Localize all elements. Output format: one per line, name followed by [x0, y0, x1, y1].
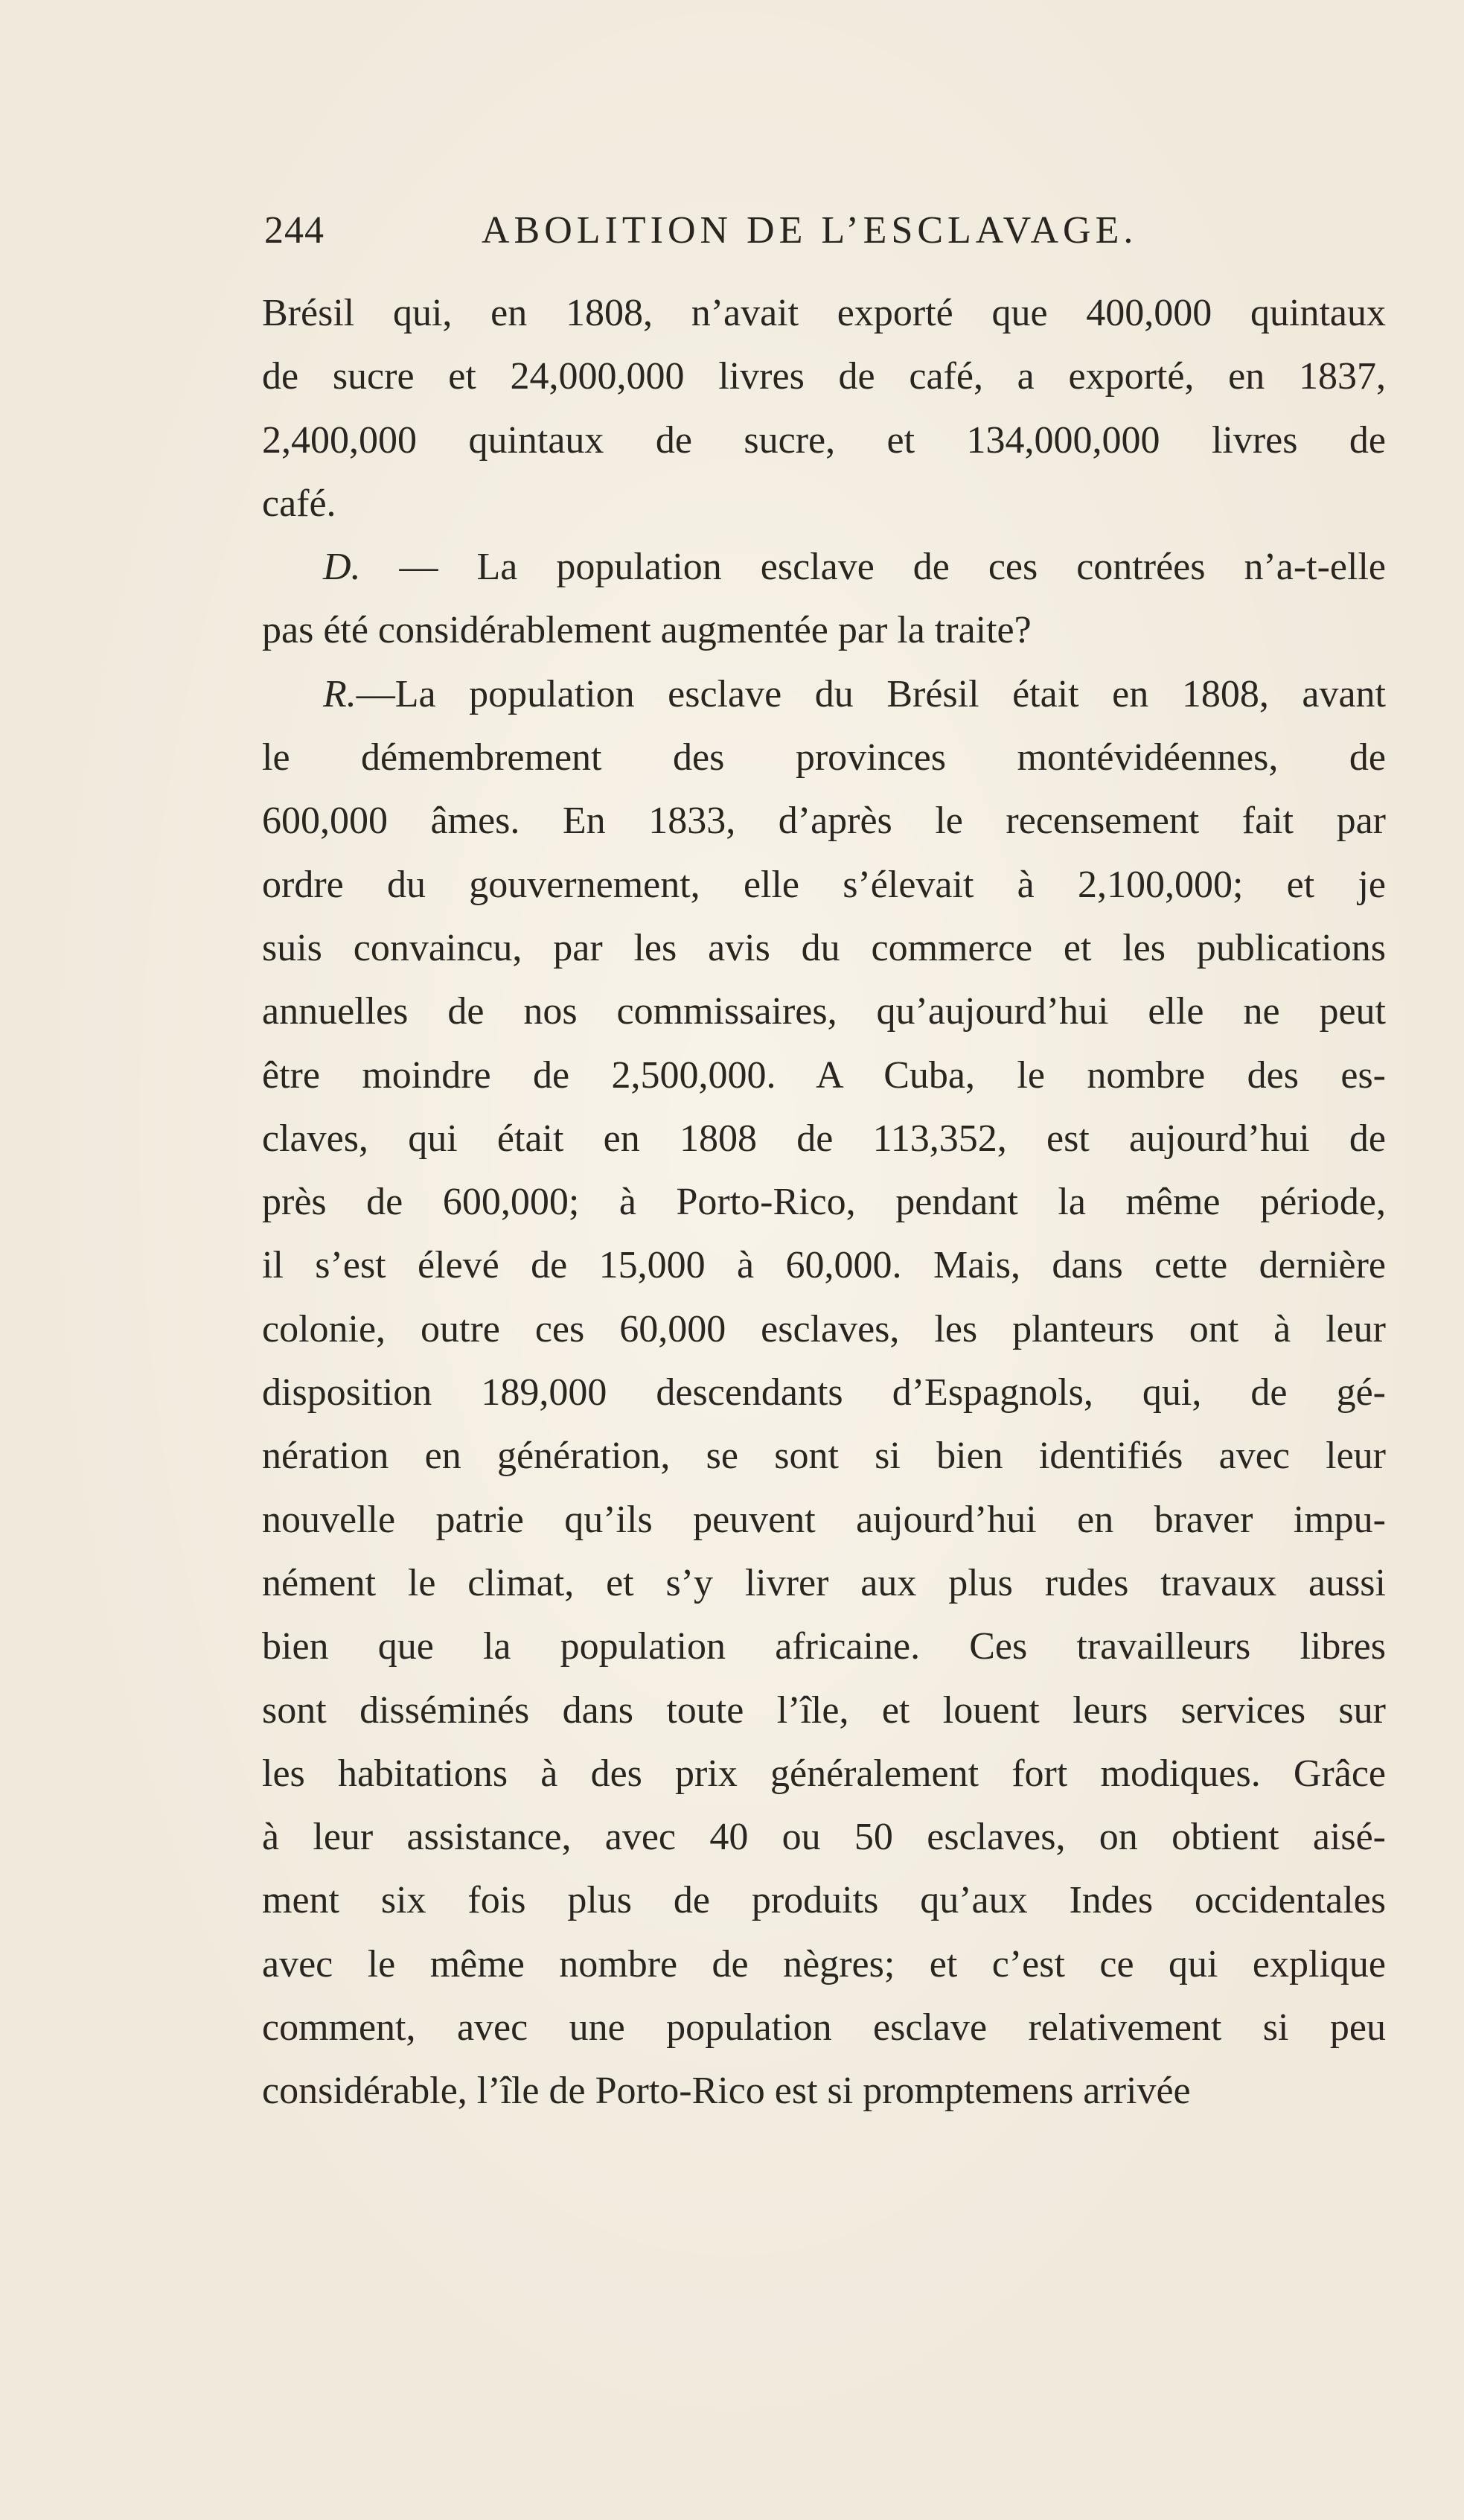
text-line: 2,400,000 quintaux de sucre, et 134,000,000 livres de — [262, 418, 1386, 462]
text-line: colonie, outre ces 60,000 esclaves, les planteurs ont à leur — [262, 1307, 1386, 1350]
text-line: il s’est élevé de 15,000 à 60,000. Mais, dans cette dernière — [262, 1244, 1386, 1287]
text-line: considérable, l’île de Porto-Rico est si promptemens arrivée — [262, 2070, 1191, 2113]
text-line: comment, avec une population esclave relativement si peu — [262, 2006, 1386, 2050]
text-line: les habitations à des prix généralement fort modiques. Grâce — [262, 1752, 1386, 1795]
text-line: nouvelle patrie qu’ils peuvent aujourd’hui en braver impu- — [262, 1498, 1386, 1541]
speaker-label-answer: R. — [323, 672, 357, 715]
text-line: nément le climat, et s’y livrer aux plus rudes travaux aussi — [262, 1561, 1386, 1604]
text-line: pas été considérablement augmentée par la traite? — [262, 609, 1032, 652]
text-line: sont disséminés dans toute l’île, et louent leurs services sur — [262, 1688, 1386, 1732]
text-line: de sucre et 24,000,000 livres de café, a exporté, en 1837, — [262, 355, 1386, 398]
speaker-label-question: D. — [323, 546, 361, 589]
question-text: — La population esclave de ces contrées n’a-t-elle — [360, 546, 1386, 589]
text-line: nération en génération, se sont si bien identifiés avec leur — [262, 1435, 1386, 1478]
page-header — [264, 208, 1209, 268]
answer-line — [262, 663, 1386, 726]
body-text — [262, 281, 1386, 2123]
text-line: claves, qui était en 1808 de 113,352, est aujourd’hui de — [262, 1117, 1386, 1160]
text-line: près de 600,000; à Porto-Rico, pendant la même période, — [262, 1181, 1386, 1224]
text-line: être moindre de 2,500,000. A Cuba, le nombre des es- — [262, 1053, 1386, 1097]
answer-text: —La population esclave du Brésil était en 1808, avant — [356, 672, 1386, 715]
text-line: disposition 189,000 descendants d’Espagnols, qui, de gé- — [262, 1371, 1386, 1414]
text-line: le démembrement des provinces montévidéennes, de — [262, 736, 1386, 779]
text-line: Brésil qui, en 1808, n’avait exporté que 400,000 quintaux — [262, 292, 1386, 334]
text-line: avec le même nombre de nègres; et c’est ce qui explique — [262, 1942, 1386, 1985]
text-line: ordre du gouvernement, elle s’élevait à 2,100,000; et je — [262, 863, 1386, 906]
page-number: 244 — [264, 209, 325, 252]
text-line: ment six fois plus de produits qu’aux Indes occidentales — [262, 1879, 1386, 1922]
running-title: ABOLITION DE L’ESCLAVAGE. — [482, 209, 1138, 252]
text-line: suis convaincu, par les avis du commerce et les publications — [262, 926, 1386, 969]
text-line: bien que la population africaine. Ces travailleurs libres — [262, 1625, 1386, 1668]
text-line: à leur assistance, avec 40 ou 50 esclaves, on obtient aisé- — [262, 1816, 1386, 1859]
question-line — [262, 535, 1386, 599]
text-line: café. — [262, 482, 336, 525]
text-line: annuelles de nos commissaires, qu’aujourd’hui elle ne peut — [262, 990, 1386, 1033]
text-line: 600,000 âmes. En 1833, d’après le recensement fait par — [262, 800, 1386, 843]
